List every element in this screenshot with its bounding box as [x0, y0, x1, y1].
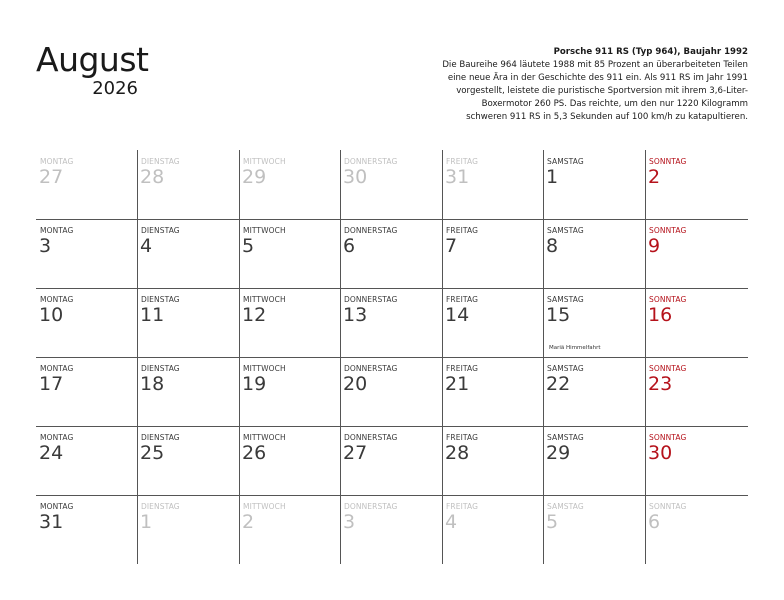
- day-number: 29: [242, 166, 267, 188]
- weekday-label: MONTAG: [40, 295, 74, 304]
- day-cell: [239, 495, 340, 564]
- day-cell: [543, 426, 645, 495]
- week-row: [36, 495, 748, 564]
- day-number: 7: [445, 235, 458, 257]
- holiday-note: Mariä Himmelfahrt: [549, 345, 601, 351]
- day-number: 3: [343, 511, 356, 533]
- photo-caption: [418, 46, 748, 124]
- day-number: 26: [242, 442, 267, 464]
- day-cell: [645, 150, 748, 219]
- weekday-label: MITTWOCH: [243, 295, 286, 304]
- weekday-label: SAMSTAG: [547, 364, 584, 373]
- day-cell: [137, 219, 239, 288]
- day-cell: [340, 357, 442, 426]
- weekday-label: SONNTAG: [649, 295, 687, 304]
- weekday-label: FREITAG: [446, 157, 478, 166]
- day-cell: [137, 288, 239, 357]
- weekday-label: DIENSTAG: [141, 295, 180, 304]
- weekday-label: MITTWOCH: [243, 157, 286, 166]
- day-cell: [36, 150, 137, 219]
- day-cell: [645, 357, 748, 426]
- week-row: [36, 426, 748, 495]
- day-number: 21: [445, 373, 470, 395]
- caption-line: vorgestellt, leistete die puristische Sportversion mit ihrem 3,6-Liter-: [456, 86, 748, 96]
- weekday-label: DIENSTAG: [141, 502, 180, 511]
- column-divider: [340, 150, 341, 564]
- day-cell: [543, 219, 645, 288]
- day-cell: [137, 426, 239, 495]
- day-cell: [137, 495, 239, 564]
- day-cell: [645, 219, 748, 288]
- weekday-label: SAMSTAG: [547, 157, 584, 166]
- month-title: August: [36, 40, 149, 79]
- weekday-label: SONNTAG: [649, 502, 687, 511]
- day-number: 1: [140, 511, 153, 533]
- day-number: 4: [140, 235, 153, 257]
- day-number: 23: [648, 373, 673, 395]
- day-cell: [36, 288, 137, 357]
- day-number: 15: [546, 304, 571, 326]
- weekday-label: FREITAG: [446, 226, 478, 235]
- weekday-label: DIENSTAG: [141, 226, 180, 235]
- day-cell: [36, 495, 137, 564]
- column-divider: [645, 150, 646, 564]
- weekday-label: SONNTAG: [649, 364, 687, 373]
- day-number: 6: [343, 235, 356, 257]
- weekday-label: SONNTAG: [649, 157, 687, 166]
- weekday-label: DONNERSTAG: [344, 502, 398, 511]
- weekday-label: DONNERSTAG: [344, 433, 398, 442]
- column-divider: [442, 150, 443, 564]
- week-row: [36, 150, 748, 219]
- day-number: 30: [648, 442, 673, 464]
- day-number: 10: [39, 304, 64, 326]
- day-number: 19: [242, 373, 267, 395]
- weekday-label: SAMSTAG: [547, 295, 584, 304]
- day-number: 27: [39, 166, 64, 188]
- weekday-label: MONTAG: [40, 364, 74, 373]
- day-cell: [239, 288, 340, 357]
- day-cell: [442, 150, 543, 219]
- year-label: 2026: [92, 78, 138, 99]
- day-cell: [239, 357, 340, 426]
- weekday-label: DONNERSTAG: [344, 157, 398, 166]
- day-number: 6: [648, 511, 661, 533]
- weekday-label: DIENSTAG: [141, 433, 180, 442]
- weekday-label: DONNERSTAG: [344, 226, 398, 235]
- day-number: 3: [39, 235, 52, 257]
- day-number: 17: [39, 373, 64, 395]
- day-cell: [543, 150, 645, 219]
- day-cell: [137, 357, 239, 426]
- week-row: [36, 357, 748, 426]
- weekday-label: DIENSTAG: [141, 364, 180, 373]
- day-number: 11: [140, 304, 165, 326]
- day-cell: [137, 150, 239, 219]
- day-number: 24: [39, 442, 64, 464]
- day-cell: [340, 426, 442, 495]
- day-cell: [340, 288, 442, 357]
- day-cell: [340, 150, 442, 219]
- weekday-label: SAMSTAG: [547, 433, 584, 442]
- caption-line: Die Baureihe 964 läutete 1988 mit 85 Prozent an überarbeiteten Teilen: [442, 60, 748, 70]
- day-number: 25: [140, 442, 165, 464]
- weekday-label: DONNERSTAG: [344, 295, 398, 304]
- day-cell: [442, 288, 543, 357]
- day-cell: [340, 219, 442, 288]
- day-number: 16: [648, 304, 673, 326]
- week-row: [36, 219, 748, 288]
- weekday-label: FREITAG: [446, 502, 478, 511]
- caption-title: Porsche 911 RS (Typ 964), Baujahr 1992: [553, 47, 748, 57]
- day-cell: [442, 357, 543, 426]
- day-number: 12: [242, 304, 267, 326]
- caption-line: eine neue Ära in der Geschichte des 911 ein. Als 911 RS im Jahr 1991: [447, 73, 748, 83]
- day-number: 4: [445, 511, 458, 533]
- day-number: 29: [546, 442, 571, 464]
- day-number: 18: [140, 373, 165, 395]
- day-number: 28: [140, 166, 165, 188]
- day-number: 22: [546, 373, 571, 395]
- row-divider: [36, 426, 748, 427]
- day-number: 28: [445, 442, 470, 464]
- row-divider: [36, 219, 748, 220]
- day-cell: [442, 219, 543, 288]
- weekday-label: MONTAG: [40, 502, 74, 511]
- day-cell: [543, 495, 645, 564]
- day-number: 1: [546, 166, 559, 188]
- day-cell: [239, 426, 340, 495]
- day-cell: [645, 426, 748, 495]
- weekday-label: FREITAG: [446, 364, 478, 373]
- weekday-label: SAMSTAG: [547, 502, 584, 511]
- weekday-label: MONTAG: [40, 226, 74, 235]
- caption-line: schweren 911 RS in 5,3 Sekunden auf 100 km/h zu katapultieren.: [466, 112, 748, 122]
- day-cell: [239, 150, 340, 219]
- day-cell: [645, 495, 748, 564]
- weekday-label: SAMSTAG: [547, 226, 584, 235]
- day-cell: [442, 495, 543, 564]
- day-number: 2: [242, 511, 255, 533]
- calendar-grid: [36, 150, 748, 564]
- day-cell: [36, 426, 137, 495]
- weekday-label: MONTAG: [40, 433, 74, 442]
- row-divider: [36, 357, 748, 358]
- day-number: 5: [242, 235, 255, 257]
- weekday-label: MITTWOCH: [243, 433, 286, 442]
- row-divider: [36, 288, 748, 289]
- day-number: 27: [343, 442, 368, 464]
- day-number: 20: [343, 373, 368, 395]
- weekday-label: MITTWOCH: [243, 502, 286, 511]
- day-cell: [36, 357, 137, 426]
- day-number: 31: [445, 166, 470, 188]
- day-cell: [239, 219, 340, 288]
- day-number: 31: [39, 511, 64, 533]
- column-divider: [239, 150, 240, 564]
- weekday-label: SONNTAG: [649, 433, 687, 442]
- day-cell: [340, 495, 442, 564]
- day-number: 9: [648, 235, 661, 257]
- day-number: 13: [343, 304, 368, 326]
- day-cell: [645, 288, 748, 357]
- caption-line: Boxermotor 260 PS. Das reichte, um den nur 1220 Kilogramm: [481, 99, 748, 109]
- week-row: [36, 288, 748, 357]
- row-divider: [36, 495, 748, 496]
- weekday-label: MITTWOCH: [243, 226, 286, 235]
- weekday-label: DIENSTAG: [141, 157, 180, 166]
- day-cell: [543, 288, 645, 357]
- weekday-label: FREITAG: [446, 295, 478, 304]
- day-number: 5: [546, 511, 559, 533]
- day-cell: [36, 219, 137, 288]
- day-number: 30: [343, 166, 368, 188]
- weekday-label: FREITAG: [446, 433, 478, 442]
- weekday-label: MONTAG: [40, 157, 74, 166]
- day-cell: [543, 357, 645, 426]
- day-number: 2: [648, 166, 661, 188]
- weekday-label: SONNTAG: [649, 226, 687, 235]
- day-number: 8: [546, 235, 559, 257]
- weekday-label: DONNERSTAG: [344, 364, 398, 373]
- column-divider: [543, 150, 544, 564]
- day-number: 14: [445, 304, 470, 326]
- day-cell: [442, 426, 543, 495]
- column-divider: [137, 150, 138, 564]
- weekday-label: MITTWOCH: [243, 364, 286, 373]
